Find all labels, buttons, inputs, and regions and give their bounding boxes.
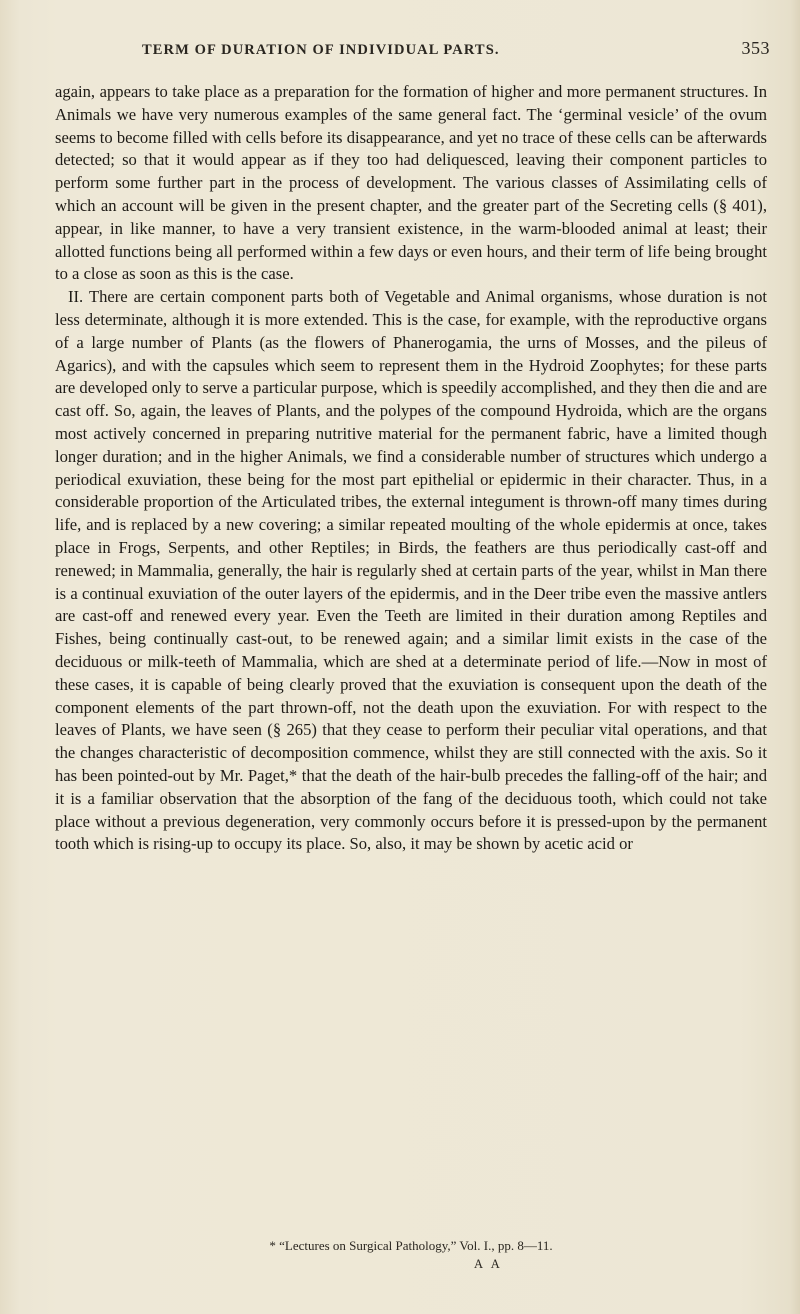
body-text bbox=[55, 81, 767, 856]
footnote: * “Lectures on Surgical Pathology,” Vol. I., pp. 8—11. bbox=[269, 1238, 553, 1253]
running-head: TERM OF DURATION OF INDIVIDUAL PARTS. bbox=[142, 42, 500, 58]
paragraph-1: again, appears to take place as a preparation for the formation of higher and more permanent structures. In Animals we have very numerous examples of the same general fact. The ‘germinal vesicle’ of the ovum seems to become filled with cells before its disappearance, and yet no trace of these cells can be afterwards detected; so that it would appear as if they too had deliquesced, leaving their component particles to perform some further part in the process of development. The various classes of Assimilating cells of which an account will be given in the present chapter, and the greater part of the Secreting cells (§ 401), appear, in like manner, to have a very transient existence, in the warm-blooded animal at least; their allotted functions being all performed within a few days or even hours, and their term of life being brought to a close as soon as this is the case. bbox=[55, 82, 767, 284]
paragraph-2: II. There are certain component parts both of Vegetable and Animal organisms, whose duration is not less determinate, although it is more extended. This is the case, for example, with the reproductive organs of a large number of Plants (as the flowers of Phanerogamia, the urns of Mosses, and the pileus of Agarics), and with the capsules which seem to represent them in the Hydroid Zoophytes; for these parts are developed only to serve a particular purpose, which is speedily accomplished, and they then die and are cast off. So, again, the leaves of Plants, and the polypes of the compound Hydroida, which are the organs most actively concerned in preparing nutritive material for the permanent fabric, have a limited though longer duration; and in the higher Animals, we find a considerable number of structures which undergo a periodical exuviation, these being for the most part epithelial or epidermic in their character. Thus, in a considerable proportion of the Articulated tribes, the external integument is thrown-off many times during life, and is replaced by a new covering; a similar repeated moulting of the whole epidermis at once, takes place in Frogs, Serpents, and other Reptiles; in Birds, the feathers are thus periodically cast-off and renewed; in Mammalia, generally, the hair is regularly shed at certain parts of the year, whilst in Man there is a continual exuviation of the outer layers of the epidermis, and in the Deer tribe even the massive antlers are cast-off and renewed every year. Even the Teeth are limited in their duration among Reptiles and Fishes, being continually cast-out, to be renewed again; and a similar limit exists in the case of the deciduous or milk-teeth of Mammalia, which are shed at a determinate period of life.—Now in most of these cases, it is capable of being clearly proved that the exuviation is consequent upon the death of the component elements of the part thrown-off, not the death upon the exuviation. For with respect to the leaves of Plants, we have seen (§ 265) that they cease to perform their peculiar vital operations, and that the changes characteristic of decomposition commence, whilst they are still connected with the axis. So it has been pointed-out by Mr. Paget,* that the death of the hair-bulb precedes the falling-off of the hair; and it is a familiar observation that the absorption of the fang of the deciduous tooth, which could not take place without a previous degeneration, very commonly occurs before it is pressed-upon by the permanent tooth which is rising-up to occupy its place. So, also, it may be shown by acetic acid or bbox=[55, 287, 767, 854]
printer-signature: A A bbox=[474, 1257, 503, 1271]
page-number: 353 bbox=[741, 38, 770, 58]
page-header bbox=[52, 38, 770, 68]
